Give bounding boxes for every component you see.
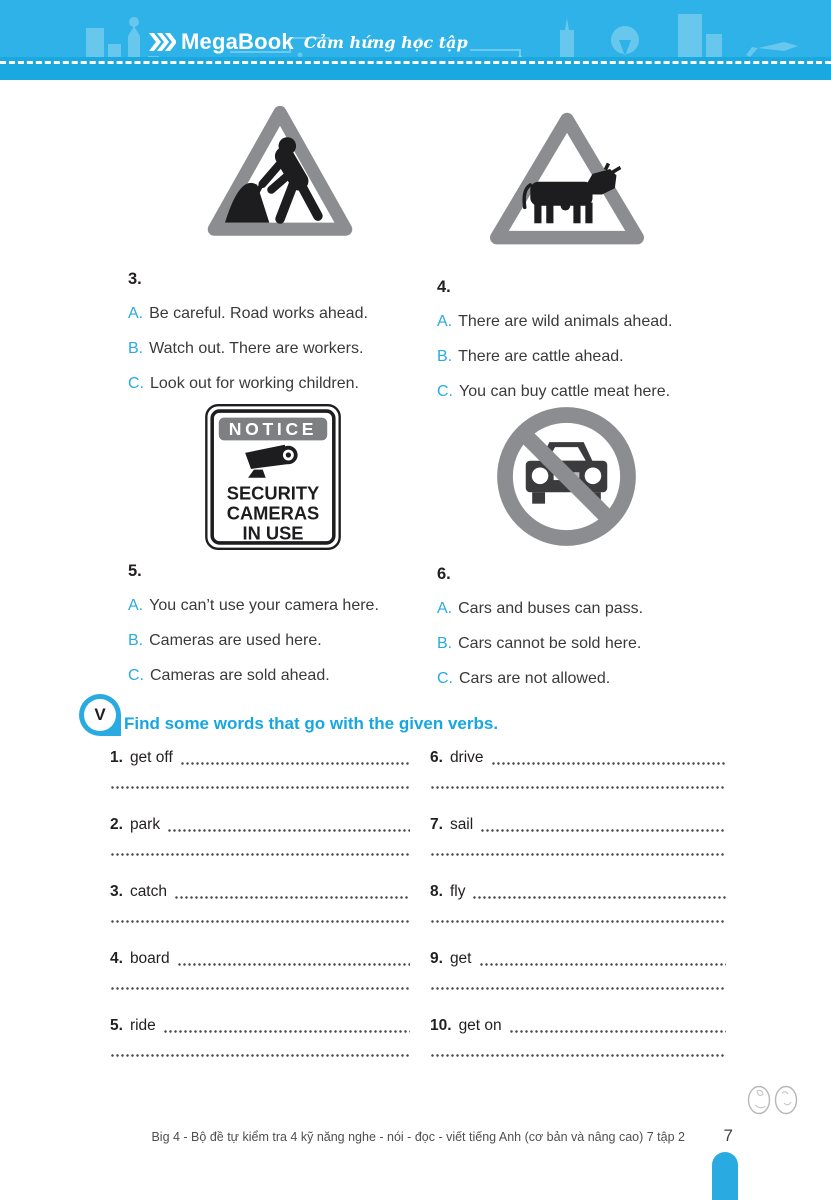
list-item: 6. drive	[430, 749, 726, 816]
list-item: 8. fly	[430, 883, 726, 950]
no-cars-sign-icon	[495, 405, 638, 548]
answer-dots	[430, 852, 726, 857]
option-b: B. Cars cannot be sold here.	[437, 635, 642, 652]
footer-blue-tab	[712, 1152, 738, 1200]
answer-dots	[509, 1029, 726, 1034]
option-a: A. You can’t use your camera here.	[128, 597, 379, 614]
list-item: 3. catch	[110, 883, 410, 950]
answer-dots	[177, 962, 410, 967]
option-c: C. You can buy cattle meat here.	[437, 383, 671, 400]
answer-dots	[110, 785, 410, 790]
option-c: C. Cars are not allowed.	[437, 670, 611, 687]
option-b: B. There are cattle ahead.	[437, 348, 624, 365]
egg-doodles-icon	[747, 1081, 799, 1117]
roadworks-sign-icon	[207, 102, 353, 244]
list-item: 4. board	[110, 950, 410, 1017]
answer-dots	[430, 986, 726, 991]
security-camera-sign-icon	[204, 403, 342, 551]
verb-list	[110, 749, 726, 1084]
page-header	[0, 0, 831, 80]
option-a: A. Be careful. Road works ahead.	[128, 305, 368, 322]
answer-dots	[174, 895, 410, 900]
answer-dots	[163, 1029, 410, 1034]
list-item: 1. get off	[110, 749, 410, 816]
page-number: 7	[723, 1126, 733, 1145]
verb-column-left	[110, 749, 410, 1084]
answer-dots	[480, 828, 726, 833]
answer-dots	[180, 761, 410, 766]
answer-dots	[430, 919, 726, 924]
option-b: B. Watch out. There are workers.	[128, 340, 364, 357]
answer-dots	[110, 919, 410, 924]
list-item: 7. sail	[430, 816, 726, 883]
list-item: 10. get on	[430, 1017, 726, 1084]
question-number: 3.	[128, 270, 142, 288]
question-number: 6.	[437, 565, 451, 583]
answer-dots	[430, 1053, 726, 1058]
question-number: 5.	[128, 562, 142, 580]
answer-dots	[110, 986, 410, 991]
option-c: C. Cameras are sold ahead.	[128, 667, 330, 684]
cattle-sign-icon	[487, 110, 647, 252]
brand-logo	[149, 29, 468, 55]
option-a: A. There are wild animals ahead.	[437, 313, 673, 330]
sign-line-2: CAMERAS	[226, 502, 320, 524]
answer-dots	[491, 761, 726, 766]
answer-dots	[167, 828, 410, 833]
footer-book-title: Big 4 - Bộ đề tự kiểm tra 4 kỹ năng nghe - nói - đọc - viết tiếng Anh (cơ bản và nâng cao) 7 tập 2	[151, 1130, 685, 1144]
answer-dots	[479, 962, 727, 967]
list-item: 2. park	[110, 816, 410, 883]
option-c: C. Look out for working children.	[128, 375, 359, 392]
section-v-badge	[79, 694, 121, 736]
answer-dots	[110, 852, 410, 857]
list-item: 9. get	[430, 950, 726, 1017]
option-b: B. Cameras are used here.	[128, 632, 322, 649]
question-number: 4.	[437, 278, 451, 296]
question-3	[128, 270, 448, 409]
verb-column-right	[430, 749, 726, 1084]
list-item: 5. ride	[110, 1017, 410, 1084]
question-6	[437, 565, 757, 704]
sign-line-3: IN USE	[242, 522, 304, 544]
section-v-letter: V	[84, 699, 116, 731]
section-v-title: Find some words that go with the given verbs.	[124, 714, 499, 733]
logo-text: MegaBook	[181, 29, 294, 54]
logo-tagline: Cảm hứng học tập	[303, 32, 468, 52]
sign-line-1: SECURITY	[226, 482, 320, 504]
notice-label: NOTICE	[228, 419, 318, 440]
question-5	[128, 562, 448, 701]
header-dashed-line	[0, 61, 831, 64]
answer-dots	[472, 895, 726, 900]
answer-dots	[430, 785, 726, 790]
question-4	[437, 278, 757, 417]
logo-chevrons-icon	[149, 33, 176, 51]
option-a: A. Cars and buses can pass.	[437, 600, 644, 617]
answer-dots	[110, 1053, 410, 1058]
